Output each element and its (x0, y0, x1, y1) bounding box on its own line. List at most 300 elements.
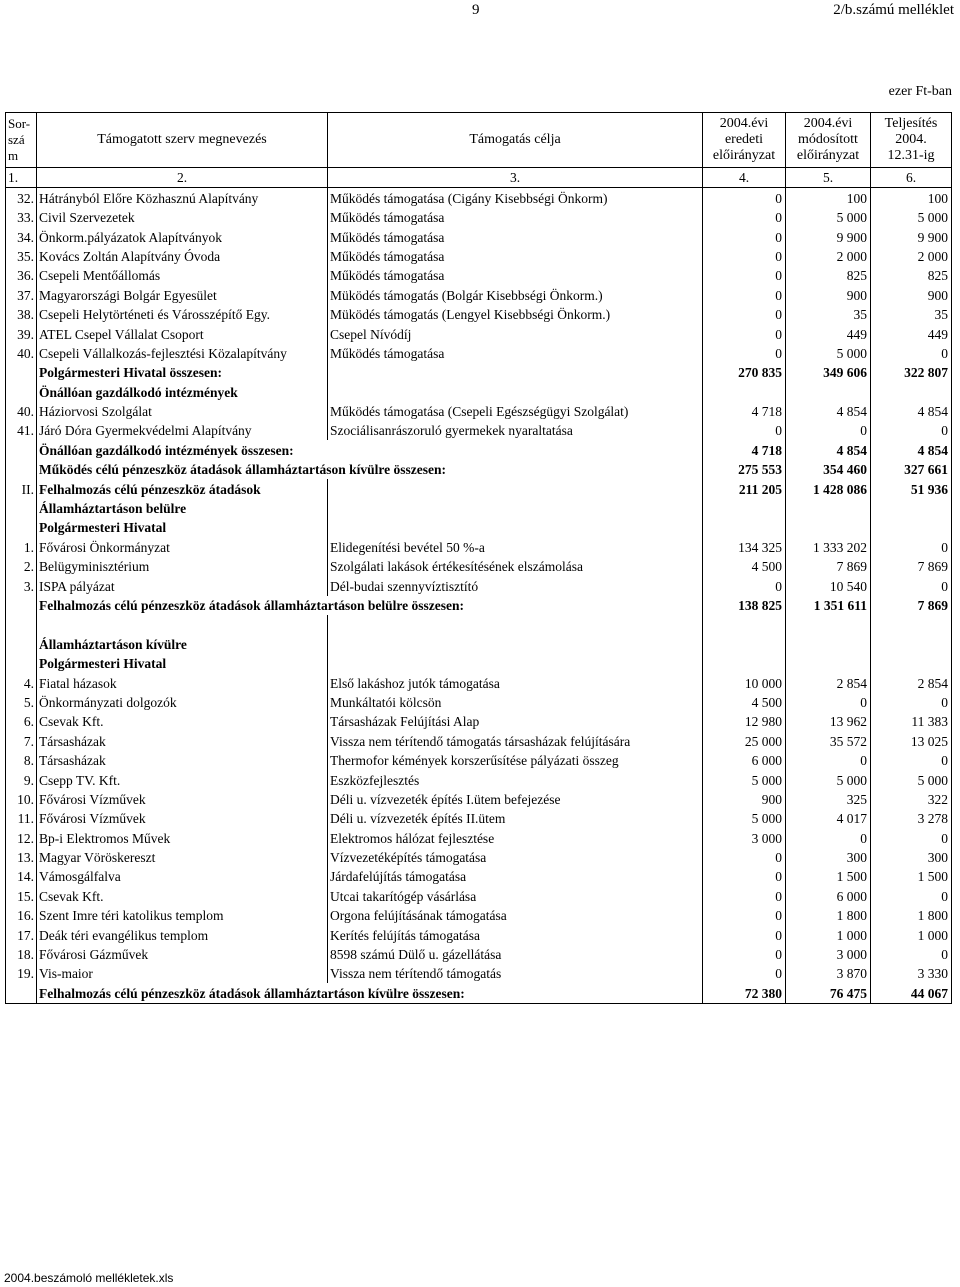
row-modositott: 1 333 202 (786, 537, 871, 556)
row-name: Csepeli Helytörténeti és Városszépítő Egy. (37, 305, 328, 324)
table-row (6, 518, 952, 537)
table-row (6, 828, 952, 847)
row-eredeti: 0 (703, 266, 786, 285)
row-modositott: 4 854 (786, 440, 871, 459)
row-teljesites: 0 (871, 537, 952, 556)
row-goal (328, 479, 703, 498)
row-name: Polgármesteri Hivatal (37, 654, 328, 673)
row-modositott: 35 572 (786, 731, 871, 750)
row-number: 13. (6, 848, 37, 867)
row-number (6, 460, 37, 479)
row-goal: Thermofor kémények korszerűsítése pályázati összeg (328, 751, 703, 770)
col-number-6: 6. (871, 168, 952, 188)
row-goal: Dél-budai szennyvíztisztító (328, 576, 703, 595)
row-number (6, 518, 37, 537)
table-row (6, 983, 952, 1003)
row-teljesites: 0 (871, 886, 952, 905)
row-goal: Csepel Nívódíj (328, 324, 703, 343)
row-modositott (786, 499, 871, 518)
row-name: Csepeli Vállalkozás-fejlesztési Közalapítvány (37, 344, 328, 363)
row-teljesites: 825 (871, 266, 952, 285)
row-teljesites: 13 025 (871, 731, 952, 750)
row-goal: Szociálisanrászoruló gyermekek nyaraltatása (328, 421, 703, 440)
row-teljesites: 7 869 (871, 596, 952, 615)
row-name: Önállóan gazdálkodó intézmények (37, 382, 328, 401)
row-number (6, 596, 37, 615)
row-number (6, 499, 37, 518)
row-number (6, 634, 37, 653)
col-number-5: 5. (786, 168, 871, 188)
row-eredeti: 12 980 (703, 712, 786, 731)
row-name: Fiatal házasok (37, 673, 328, 692)
row-teljesites: 0 (871, 576, 952, 595)
row-goal: Déli u. vízvezeték építés II.ütem (328, 809, 703, 828)
row-number: 40. (6, 344, 37, 363)
row-goal (328, 518, 703, 537)
row-eredeti: 0 (703, 848, 786, 867)
row-teljesites (871, 634, 952, 653)
row-eredeti: 211 205 (703, 479, 786, 498)
row-goal: Szolgálati lakások értékesítésének elszámolása (328, 557, 703, 576)
row-teljesites: 1 800 (871, 906, 952, 925)
row-modositott: 5 000 (786, 344, 871, 363)
table-row (6, 751, 952, 770)
row-name: Önállóan gazdálkodó intézmények összesen: (37, 440, 703, 459)
row-eredeti: 0 (703, 247, 786, 266)
row-goal (328, 615, 703, 634)
budget-table (5, 112, 952, 1004)
row-name: Vámosgálfalva (37, 867, 328, 886)
row-name: Csepeli Mentőállomás (37, 266, 328, 285)
row-name: Társasházak (37, 751, 328, 770)
page-number: 9 (472, 2, 480, 18)
row-name: Felhalmozás célú pénzeszköz átadások (37, 479, 328, 498)
row-modositott: 1 351 611 (786, 596, 871, 615)
row-number: 11. (6, 809, 37, 828)
row-teljesites: 5 000 (871, 208, 952, 227)
table-row (6, 227, 952, 246)
row-teljesites: 0 (871, 828, 952, 847)
row-goal (328, 382, 703, 401)
row-number: 8. (6, 751, 37, 770)
table-row (6, 440, 952, 459)
row-number: 7. (6, 731, 37, 750)
footer-filename: 2004.beszámoló mellékletek.xls (4, 1271, 174, 1285)
row-teljesites (871, 615, 952, 634)
row-number: 35. (6, 247, 37, 266)
row-number (6, 654, 37, 673)
row-eredeti: 5 000 (703, 809, 786, 828)
row-number: 41. (6, 421, 37, 440)
table-row (6, 557, 952, 576)
row-number: 14. (6, 867, 37, 886)
row-name: Szent Imre téri katolikus templom (37, 906, 328, 925)
row-eredeti: 0 (703, 208, 786, 227)
row-teljesites: 7 869 (871, 557, 952, 576)
row-goal: Működés támogatása (328, 247, 703, 266)
row-goal: Vissza nem térítendő támogatás (328, 964, 703, 983)
table-row (6, 925, 952, 944)
row-modositott: 100 (786, 188, 871, 208)
table-row (6, 906, 952, 925)
table-row (6, 537, 952, 556)
row-name: Bp-i Elektromos Művek (37, 828, 328, 847)
row-eredeti: 4 718 (703, 402, 786, 421)
row-number: 33. (6, 208, 37, 227)
row-number: 9. (6, 770, 37, 789)
row-goal: Működés támogatása (Csepeli Egészségügyi Szolgálat) (328, 402, 703, 421)
row-goal: Déli u. vízvezeték építés I.ütem befejezése (328, 790, 703, 809)
row-eredeti (703, 382, 786, 401)
row-modositott: 2 000 (786, 247, 871, 266)
row-teljesites: 4 854 (871, 402, 952, 421)
row-teljesites (871, 499, 952, 518)
row-eredeti: 3 000 (703, 828, 786, 847)
row-number: 18. (6, 945, 37, 964)
row-goal: Vissza nem térítendő támogatás társasházak felújítására (328, 731, 703, 750)
row-teljesites: 1 500 (871, 867, 952, 886)
row-teljesites: 0 (871, 693, 952, 712)
table-row (6, 809, 952, 828)
row-modositott: 35 (786, 305, 871, 324)
row-name: Magyar Vöröskereszt (37, 848, 328, 867)
row-name: Felhalmozás célú pénzeszköz átadások államháztartáson kívülre összesen: (37, 983, 703, 1003)
row-modositott: 300 (786, 848, 871, 867)
row-teljesites (871, 382, 952, 401)
table-row (6, 188, 952, 208)
table-row (6, 886, 952, 905)
table-row (6, 402, 952, 421)
row-goal: Munkáltatói kölcsön (328, 693, 703, 712)
row-teljesites: 0 (871, 421, 952, 440)
row-modositott: 1 428 086 (786, 479, 871, 498)
row-number (6, 440, 37, 459)
table-row (6, 693, 952, 712)
row-number: 2. (6, 557, 37, 576)
row-name: Háziorvosi Szolgálat (37, 402, 328, 421)
header-szerv: Támogatott szerv megnevezés (37, 113, 328, 168)
row-teljesites: 300 (871, 848, 952, 867)
table-row (6, 266, 952, 285)
row-name: Deák téri evangélikus templom (37, 925, 328, 944)
row-teljesites (871, 654, 952, 673)
row-goal (328, 499, 703, 518)
row-eredeti: 0 (703, 344, 786, 363)
row-eredeti: 72 380 (703, 983, 786, 1003)
row-eredeti: 4 718 (703, 440, 786, 459)
row-teljesites (871, 518, 952, 537)
col-number-2: 2. (37, 168, 328, 188)
col-number-3: 3. (328, 168, 703, 188)
row-modositott: 1 800 (786, 906, 871, 925)
row-goal: Vízvezetéképítés támogatása (328, 848, 703, 867)
row-goal: 8598 számú Dülő u. gázellátása (328, 945, 703, 964)
row-goal: Működés támogatása (328, 266, 703, 285)
row-eredeti: 0 (703, 886, 786, 905)
row-number (6, 363, 37, 382)
row-eredeti: 0 (703, 305, 786, 324)
row-modositott: 4 017 (786, 809, 871, 828)
table-row (6, 712, 952, 731)
row-modositott: 7 869 (786, 557, 871, 576)
table-row (6, 634, 952, 653)
table-row (6, 945, 952, 964)
row-eredeti: 0 (703, 285, 786, 304)
table-row (6, 867, 952, 886)
row-teljesites: 2 854 (871, 673, 952, 692)
row-name: Polgármesteri Hivatal összesen: (37, 363, 328, 382)
row-teljesites: 0 (871, 344, 952, 363)
row-eredeti: 0 (703, 906, 786, 925)
table-row (6, 460, 952, 479)
row-teljesites: 900 (871, 285, 952, 304)
row-goal: Eszközfejlesztés (328, 770, 703, 789)
row-modositott: 3 000 (786, 945, 871, 964)
row-number: 1. (6, 537, 37, 556)
row-number: 37. (6, 285, 37, 304)
row-eredeti: 275 553 (703, 460, 786, 479)
row-eredeti: 0 (703, 964, 786, 983)
table-row (6, 770, 952, 789)
header-sorszam: Sor- szá m (6, 113, 37, 168)
row-eredeti: 25 000 (703, 731, 786, 750)
row-modositott: 449 (786, 324, 871, 343)
row-modositott: 76 475 (786, 983, 871, 1003)
row-name: Államháztartáson kívülre (37, 634, 328, 653)
row-number: 34. (6, 227, 37, 246)
row-modositott: 5 000 (786, 208, 871, 227)
row-teljesites: 327 661 (871, 460, 952, 479)
row-eredeti: 138 825 (703, 596, 786, 615)
row-goal: Társasházak Felújítási Alap (328, 712, 703, 731)
row-name: Társasházak (37, 731, 328, 750)
row-eredeti (703, 634, 786, 653)
unit-label: ezer Ft-ban (888, 84, 952, 99)
row-eredeti: 5 000 (703, 770, 786, 789)
row-number: 32. (6, 188, 37, 208)
row-name: Civil Szervezetek (37, 208, 328, 227)
row-modositott: 5 000 (786, 770, 871, 789)
row-number: 3. (6, 576, 37, 595)
table-row (6, 344, 952, 363)
row-eredeti: 0 (703, 227, 786, 246)
row-eredeti: 0 (703, 188, 786, 208)
row-name: Önkormányzati dolgozók (37, 693, 328, 712)
row-name: Csepp TV. Kft. (37, 770, 328, 789)
row-teljesites: 44 067 (871, 983, 952, 1003)
table-row (6, 596, 952, 615)
header-modositott: 2004.évi módosított előirányzat (786, 113, 871, 168)
row-eredeti (703, 499, 786, 518)
col-number-1: 1. (6, 168, 37, 188)
table-row (6, 382, 952, 401)
row-modositott (786, 615, 871, 634)
row-goal: Utcai takarítógép vásárlása (328, 886, 703, 905)
row-name: Hátrányból Előre Közhasznú Alapítvány (37, 188, 328, 208)
table-row (6, 848, 952, 867)
row-teljesites: 9 900 (871, 227, 952, 246)
row-eredeti: 10 000 (703, 673, 786, 692)
row-name: Csevak Kft. (37, 712, 328, 731)
row-teljesites: 3 278 (871, 809, 952, 828)
table-row (6, 324, 952, 343)
row-teljesites: 11 383 (871, 712, 952, 731)
row-eredeti: 270 835 (703, 363, 786, 382)
row-modositott (786, 518, 871, 537)
row-modositott (786, 382, 871, 401)
row-name: Fővárosi Vízművek (37, 809, 328, 828)
row-modositott (786, 654, 871, 673)
row-teljesites: 2 000 (871, 247, 952, 266)
row-modositott: 349 606 (786, 363, 871, 382)
row-eredeti: 6 000 (703, 751, 786, 770)
row-name: Fővárosi Vízművek (37, 790, 328, 809)
row-teljesites: 5 000 (871, 770, 952, 789)
row-eredeti: 0 (703, 324, 786, 343)
row-name: Működés célú pénzeszköz átadások államháztartáson kívülre összesen: (37, 460, 703, 479)
row-teljesites: 0 (871, 751, 952, 770)
row-number: 17. (6, 925, 37, 944)
row-teljesites: 4 854 (871, 440, 952, 459)
row-eredeti: 0 (703, 421, 786, 440)
row-teljesites: 1 000 (871, 925, 952, 944)
row-number: 4. (6, 673, 37, 692)
table-row (6, 964, 952, 983)
row-teljesites: 0 (871, 945, 952, 964)
table-row (6, 305, 952, 324)
row-name: Kovács Zoltán Alapítvány Óvoda (37, 247, 328, 266)
row-number: 36. (6, 266, 37, 285)
row-goal: Járdafelújítás támogatása (328, 867, 703, 886)
row-number (6, 983, 37, 1003)
row-teljesites: 322 (871, 790, 952, 809)
row-goal: Első lakáshoz jutók támogatása (328, 673, 703, 692)
row-modositott: 1 000 (786, 925, 871, 944)
table-row (6, 208, 952, 227)
table-row (6, 363, 952, 382)
header-eredeti: 2004.évi eredeti előirányzat (703, 113, 786, 168)
row-number: 6. (6, 712, 37, 731)
row-name: Fővárosi Gázművek (37, 945, 328, 964)
row-goal: Kerítés felújítás támogatása (328, 925, 703, 944)
row-teljesites: 3 330 (871, 964, 952, 983)
row-modositott: 0 (786, 693, 871, 712)
table-row (6, 731, 952, 750)
row-number: 40. (6, 402, 37, 421)
row-goal (328, 363, 703, 382)
row-modositott: 354 460 (786, 460, 871, 479)
row-goal: Működés támogatása (328, 344, 703, 363)
row-modositott: 325 (786, 790, 871, 809)
header-teljesites: Teljesítés 2004. 12.31-ig (871, 113, 952, 168)
row-modositott: 10 540 (786, 576, 871, 595)
row-name: Polgármesteri Hivatal (37, 518, 328, 537)
row-eredeti: 4 500 (703, 557, 786, 576)
row-name: Fővárosi Önkormányzat (37, 537, 328, 556)
row-number: II. (6, 479, 37, 498)
row-number (6, 615, 37, 634)
row-goal: Működés támogatása (328, 208, 703, 227)
row-name: Csevak Kft. (37, 886, 328, 905)
row-modositott: 900 (786, 285, 871, 304)
row-name: ATEL Csepel Vállalat Csoport (37, 324, 328, 343)
row-modositott: 0 (786, 421, 871, 440)
row-name: Önkorm.pályázatok Alapítványok (37, 227, 328, 246)
table-row (6, 790, 952, 809)
row-teljesites: 100 (871, 188, 952, 208)
row-eredeti: 0 (703, 925, 786, 944)
table-row (6, 654, 952, 673)
row-modositott: 825 (786, 266, 871, 285)
row-name (37, 615, 328, 634)
row-teljesites: 51 936 (871, 479, 952, 498)
row-goal: Működés támogatása (Cigány Kisebbségi Önkorm) (328, 188, 703, 208)
row-eredeti: 900 (703, 790, 786, 809)
row-goal: Orgona felújításának támogatása (328, 906, 703, 925)
row-eredeti: 134 325 (703, 537, 786, 556)
row-name: Belügyminisztérium (37, 557, 328, 576)
row-eredeti (703, 615, 786, 634)
row-modositott: 1 500 (786, 867, 871, 886)
row-number: 15. (6, 886, 37, 905)
row-modositott (786, 634, 871, 653)
table-row (6, 576, 952, 595)
header-cel: Támogatás célja (328, 113, 703, 168)
table-row (6, 499, 952, 518)
row-number: 39. (6, 324, 37, 343)
table-row (6, 285, 952, 304)
row-name: Vis-maior (37, 964, 328, 983)
row-number: 38. (6, 305, 37, 324)
row-goal: Elidegenítési bevétel 50 %-a (328, 537, 703, 556)
row-goal (328, 634, 703, 653)
row-number: 16. (6, 906, 37, 925)
row-eredeti: 4 500 (703, 693, 786, 712)
row-eredeti (703, 518, 786, 537)
row-teljesites: 35 (871, 305, 952, 324)
row-goal: Müködés támogatás (Bolgár Kisebbségi Önkorm.) (328, 285, 703, 304)
row-goal (328, 654, 703, 673)
row-modositott: 0 (786, 828, 871, 847)
col-number-4: 4. (703, 168, 786, 188)
row-name: Járó Dóra Gyermekvédelmi Alapítvány (37, 421, 328, 440)
row-goal: Működés támogatása (328, 227, 703, 246)
table-row (6, 479, 952, 498)
row-modositott: 4 854 (786, 402, 871, 421)
row-name: Magyarországi Bolgár Egyesület (37, 285, 328, 304)
row-number: 12. (6, 828, 37, 847)
row-name: Államháztartáson belülre (37, 499, 328, 518)
table-row (6, 421, 952, 440)
row-name: Felhalmozás célú pénzeszköz átadások államháztartáson belülre összesen: (37, 596, 703, 615)
row-modositott: 2 854 (786, 673, 871, 692)
table-row (6, 615, 952, 634)
row-modositott: 9 900 (786, 227, 871, 246)
row-goal: Elektromos hálózat fejlesztése (328, 828, 703, 847)
row-eredeti: 0 (703, 867, 786, 886)
row-number (6, 382, 37, 401)
row-number: 19. (6, 964, 37, 983)
row-eredeti: 0 (703, 576, 786, 595)
table-row (6, 673, 952, 692)
row-goal: Müködés támogatás (Lengyel Kisebbségi Önkorm.) (328, 305, 703, 324)
row-teljesites: 322 807 (871, 363, 952, 382)
row-teljesites: 449 (871, 324, 952, 343)
row-eredeti (703, 654, 786, 673)
annex-title: 2/b.számú melléklet (833, 2, 954, 18)
row-number: 10. (6, 790, 37, 809)
row-modositott: 0 (786, 751, 871, 770)
